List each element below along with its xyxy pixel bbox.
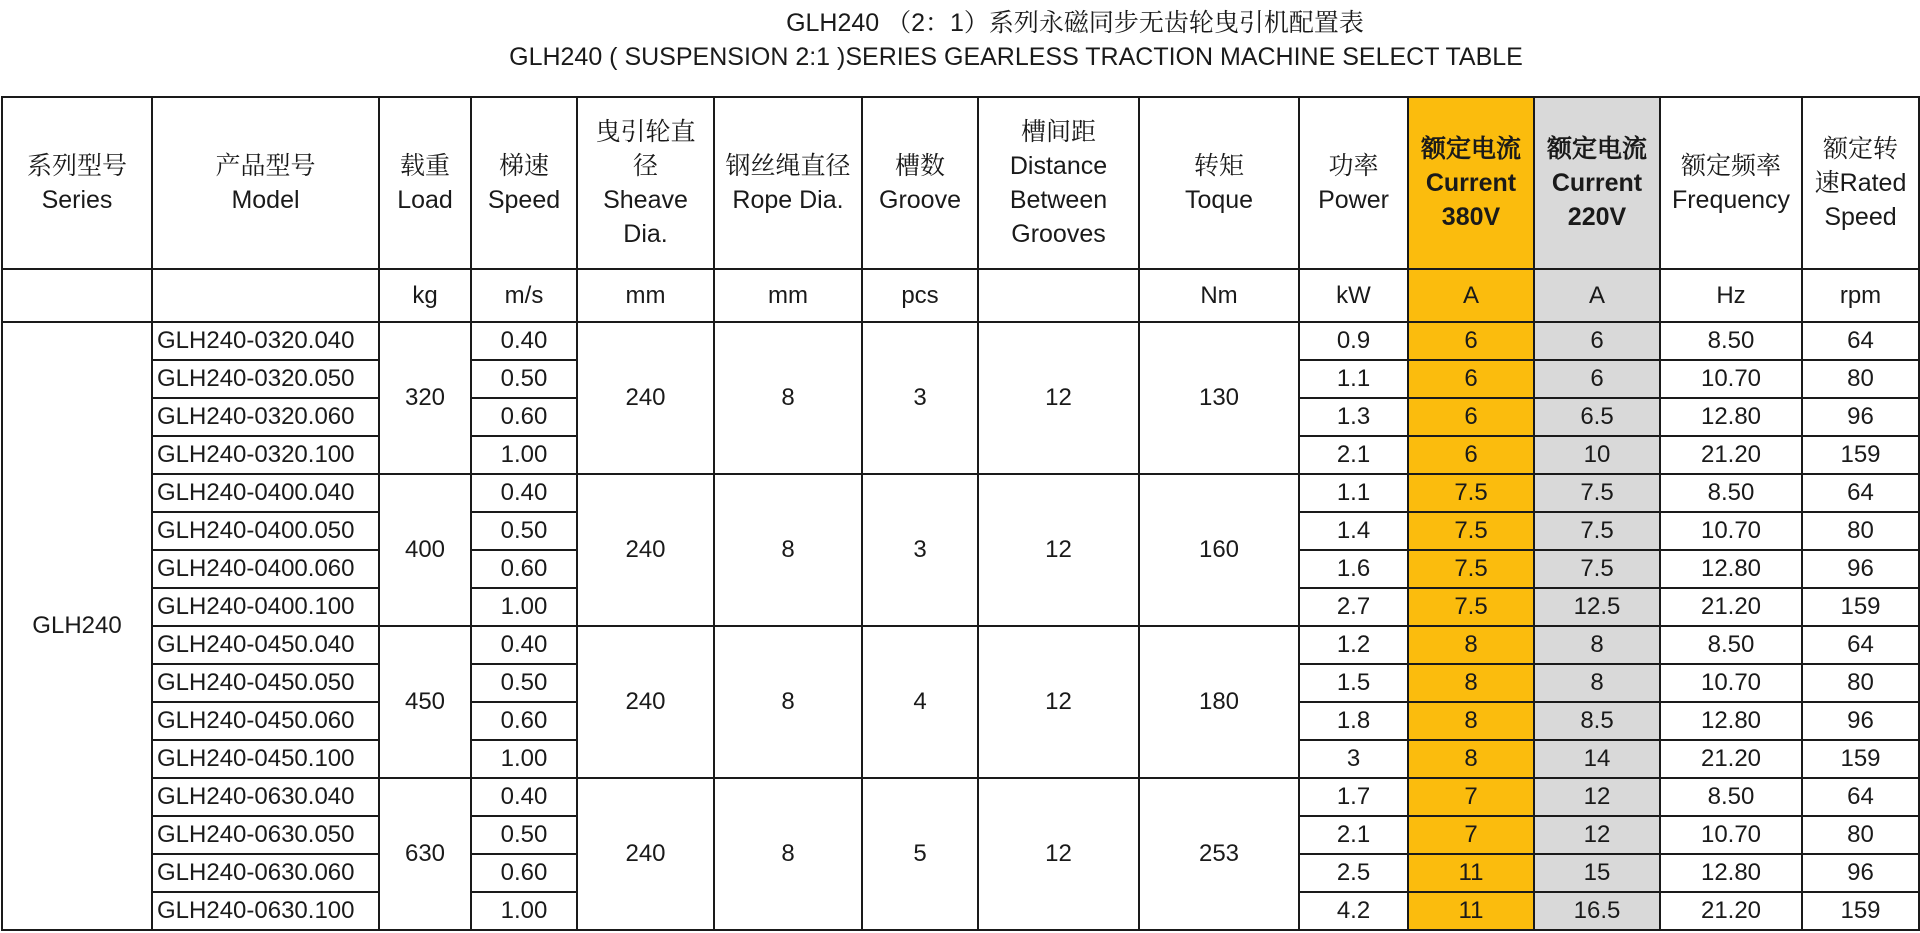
model-cell: GLH240-0450.050 (152, 664, 379, 702)
rated-speed-cell: 80 (1802, 816, 1919, 854)
current-380v-cell: 6 (1408, 436, 1534, 474)
rated-speed-cell: 159 (1802, 436, 1919, 474)
rope-dia-cell: 8 (714, 626, 862, 778)
power-cell: 2.7 (1299, 588, 1408, 626)
model-cell: GLH240-0320.100 (152, 436, 379, 474)
rated-speed-cell: 96 (1802, 854, 1919, 892)
model-cell: GLH240-0630.060 (152, 854, 379, 892)
header-line: 钢丝绳直径 (725, 152, 851, 180)
header-groove (862, 97, 978, 269)
table-row (2, 474, 1919, 512)
frequency-cell: 12.80 (1660, 854, 1802, 892)
rated-speed-cell: 96 (1802, 702, 1919, 740)
current-380v-cell: 11 (1408, 892, 1534, 930)
frequency-cell: 8.50 (1660, 474, 1802, 512)
model-cell: GLH240-0400.060 (152, 550, 379, 588)
speed-cell: 0.50 (471, 664, 577, 702)
rated-speed-cell: 159 (1802, 588, 1919, 626)
header-line: Between (1009, 186, 1108, 214)
current-380v-cell: 7.5 (1408, 550, 1534, 588)
groove-cell: 4 (862, 626, 978, 778)
groove-cell: 3 (862, 474, 978, 626)
current-220v-cell: 12.5 (1534, 588, 1660, 626)
rope-dia-cell: 8 (714, 474, 862, 626)
header-line: 速Rated (1814, 169, 1907, 197)
current-220v-cell: 7.5 (1534, 512, 1660, 550)
rated-speed-cell: 80 (1802, 512, 1919, 550)
header-torque (1139, 97, 1299, 269)
current-220v-cell: 7.5 (1534, 550, 1660, 588)
table-row (2, 778, 1919, 816)
speed-cell: 0.60 (471, 550, 577, 588)
unit-rope-dia: mm (714, 269, 862, 322)
power-cell: 1.1 (1299, 474, 1408, 512)
sheave-dia-cell: 240 (577, 322, 714, 474)
header-groove-distance (978, 97, 1139, 269)
rope-dia-cell: 8 (714, 778, 862, 930)
header-model (152, 97, 379, 269)
current-220v-cell: 7.5 (1534, 474, 1660, 512)
current-380v-cell: 7.5 (1408, 588, 1534, 626)
power-cell: 1.8 (1299, 702, 1408, 740)
current-220v-cell: 12 (1534, 816, 1660, 854)
groove-cell: 3 (862, 322, 978, 474)
title-chinese: GLH240 （2：1）系列永磁同步无齿轮曳引机配置表 (786, 9, 1364, 37)
header-line: 梯速 (498, 152, 549, 180)
header-speed (471, 97, 577, 269)
current-380v-cell: 11 (1408, 854, 1534, 892)
header-series (2, 97, 152, 269)
speed-cell: 0.40 (471, 778, 577, 816)
frequency-cell: 21.20 (1660, 436, 1802, 474)
frequency-cell: 21.20 (1660, 740, 1802, 778)
title-english: GLH240 ( SUSPENSION 2:1 )SERIES GEARLESS TRACTION MACHINE SELECT TABLE (509, 43, 1523, 71)
frequency-cell: 21.20 (1660, 588, 1802, 626)
header-line: Distance (1009, 152, 1108, 180)
unit-current-220v: A (1534, 269, 1660, 322)
header-line: Speed (487, 186, 561, 214)
header-line: 槽数 (894, 152, 945, 180)
speed-cell: 0.60 (471, 854, 577, 892)
current-380v-cell: 8 (1408, 702, 1534, 740)
model-cell: GLH240-0630.050 (152, 816, 379, 854)
load-cell: 450 (379, 626, 471, 778)
load-cell: 320 (379, 322, 471, 474)
power-cell: 1.4 (1299, 512, 1408, 550)
current-220v-cell: 6.5 (1534, 398, 1660, 436)
header-load (379, 97, 471, 269)
header-sheave-dia (577, 97, 714, 269)
unit-model (152, 269, 379, 322)
header-line: 额定频率 (1680, 152, 1781, 180)
unit-torque: Nm (1139, 269, 1299, 322)
current-220v-cell: 8 (1534, 626, 1660, 664)
current-380v-cell: 7.5 (1408, 512, 1534, 550)
frequency-cell: 10.70 (1660, 512, 1802, 550)
power-cell: 4.2 (1299, 892, 1408, 930)
header-current-380v (1408, 97, 1534, 269)
header-line: 产品型号 (215, 152, 316, 180)
unit-rated-speed: rpm (1802, 269, 1919, 322)
current-380v-cell: 6 (1408, 360, 1534, 398)
header-power (1299, 97, 1408, 269)
current-380v-cell: 6 (1408, 322, 1534, 360)
model-cell: GLH240-0320.040 (152, 322, 379, 360)
torque-cell: 160 (1139, 474, 1299, 626)
load-cell: 630 (379, 778, 471, 930)
speed-cell: 0.50 (471, 360, 577, 398)
frequency-cell: 10.70 (1660, 664, 1802, 702)
header-line: 额定电流 (1420, 135, 1521, 163)
header-line: Model (231, 186, 300, 214)
frequency-cell: 12.80 (1660, 550, 1802, 588)
torque-cell: 253 (1139, 778, 1299, 930)
current-380v-cell: 7 (1408, 816, 1534, 854)
current-380v-cell: 8 (1408, 664, 1534, 702)
header-line: Grooves (1011, 220, 1106, 248)
header-line: 载重 (399, 152, 450, 180)
header-line: 径 (632, 152, 658, 180)
sheave-dia-cell: 240 (577, 778, 714, 930)
header-frequency (1660, 97, 1802, 269)
speed-cell: 1.00 (471, 436, 577, 474)
header-line: 380V (1441, 203, 1501, 231)
current-220v-cell: 8 (1534, 664, 1660, 702)
header-line: Toque (1184, 186, 1254, 214)
torque-cell: 180 (1139, 626, 1299, 778)
power-cell: 1.3 (1299, 398, 1408, 436)
header-line: 转矩 (1193, 152, 1244, 180)
header-rope-dia (714, 97, 862, 269)
current-380v-cell: 7 (1408, 778, 1534, 816)
header-line: 220V (1567, 203, 1627, 231)
header-line: Rope Dia. (732, 186, 844, 214)
current-220v-cell: 10 (1534, 436, 1660, 474)
model-cell: GLH240-0320.060 (152, 398, 379, 436)
speed-cell: 0.40 (471, 626, 577, 664)
header-rated-speed (1802, 97, 1919, 269)
speed-cell: 1.00 (471, 588, 577, 626)
groove-distance-cell: 12 (978, 626, 1139, 778)
model-cell: GLH240-0630.100 (152, 892, 379, 930)
power-cell: 0.9 (1299, 322, 1408, 360)
frequency-cell: 8.50 (1660, 778, 1802, 816)
unit-speed: m/s (471, 269, 577, 322)
current-220v-cell: 8.5 (1534, 702, 1660, 740)
rated-speed-cell: 96 (1802, 398, 1919, 436)
table-body (2, 97, 1919, 930)
speed-cell: 0.50 (471, 816, 577, 854)
power-cell: 1.6 (1299, 550, 1408, 588)
model-cell: GLH240-0320.050 (152, 360, 379, 398)
current-220v-cell: 6 (1534, 322, 1660, 360)
header-line: Sheave (603, 186, 688, 214)
power-cell: 2.1 (1299, 816, 1408, 854)
current-380v-cell: 7.5 (1408, 474, 1534, 512)
speed-cell: 0.40 (471, 322, 577, 360)
model-cell: GLH240-0450.100 (152, 740, 379, 778)
groove-distance-cell: 12 (978, 322, 1139, 474)
frequency-cell: 10.70 (1660, 816, 1802, 854)
header-line: 系列型号 (26, 152, 127, 180)
rated-speed-cell: 80 (1802, 360, 1919, 398)
model-cell: GLH240-0400.100 (152, 588, 379, 626)
model-cell: GLH240-0400.040 (152, 474, 379, 512)
groove-distance-cell: 12 (978, 778, 1139, 930)
model-cell: GLH240-0450.060 (152, 702, 379, 740)
rated-speed-cell: 159 (1802, 892, 1919, 930)
current-220v-cell: 12 (1534, 778, 1660, 816)
header-line: Groove (879, 186, 961, 214)
power-cell: 3 (1299, 740, 1408, 778)
current-380v-cell: 8 (1408, 740, 1534, 778)
header-line: Load (397, 186, 453, 214)
current-220v-cell: 6 (1534, 360, 1660, 398)
units-row (2, 269, 1919, 322)
frequency-cell: 21.20 (1660, 892, 1802, 930)
power-cell: 1.7 (1299, 778, 1408, 816)
header-line: Current (1551, 169, 1643, 197)
header-row (2, 97, 1919, 269)
groove-cell: 5 (862, 778, 978, 930)
sheave-dia-cell: 240 (577, 626, 714, 778)
unit-frequency: Hz (1660, 269, 1802, 322)
speed-cell: 1.00 (471, 892, 577, 930)
current-220v-cell: 16.5 (1534, 892, 1660, 930)
current-380v-cell: 6 (1408, 398, 1534, 436)
header-line: 额定电流 (1546, 135, 1647, 163)
load-cell: 400 (379, 474, 471, 626)
header-line: Power (1318, 186, 1389, 214)
rated-speed-cell: 64 (1802, 778, 1919, 816)
model-cell: GLH240-0450.040 (152, 626, 379, 664)
groove-distance-cell: 12 (978, 474, 1139, 626)
current-380v-cell: 8 (1408, 626, 1534, 664)
speed-cell: 0.60 (471, 702, 577, 740)
rated-speed-cell: 80 (1802, 664, 1919, 702)
rated-speed-cell: 159 (1802, 740, 1919, 778)
series-cell: GLH240 (2, 322, 152, 930)
sheave-dia-cell: 240 (577, 474, 714, 626)
speed-cell: 1.00 (471, 740, 577, 778)
frequency-cell: 8.50 (1660, 322, 1802, 360)
rated-speed-cell: 64 (1802, 322, 1919, 360)
header-line: 功率 (1328, 152, 1379, 180)
frequency-cell: 8.50 (1660, 626, 1802, 664)
power-cell: 1.5 (1299, 664, 1408, 702)
header-line: Frequency (1671, 186, 1791, 214)
rated-speed-cell: 96 (1802, 550, 1919, 588)
header-line: 槽间距 (1020, 118, 1096, 146)
current-220v-cell: 14 (1534, 740, 1660, 778)
header-current-220v (1534, 97, 1660, 269)
rated-speed-cell: 64 (1802, 474, 1919, 512)
unit-series (2, 269, 152, 322)
torque-cell: 130 (1139, 322, 1299, 474)
frequency-cell: 10.70 (1660, 360, 1802, 398)
model-cell: GLH240-0630.040 (152, 778, 379, 816)
rope-dia-cell: 8 (714, 322, 862, 474)
header-line: 额定转 (1822, 135, 1898, 163)
selection-table (1, 96, 1920, 931)
speed-cell: 0.60 (471, 398, 577, 436)
current-220v-cell: 15 (1534, 854, 1660, 892)
unit-groove: pcs (862, 269, 978, 322)
unit-current-380v: A (1408, 269, 1534, 322)
unit-power: kW (1299, 269, 1408, 322)
header-line: Speed (1824, 203, 1897, 231)
header-line: Current (1425, 169, 1517, 197)
power-cell: 1.2 (1299, 626, 1408, 664)
table-row (2, 626, 1919, 664)
power-cell: 2.5 (1299, 854, 1408, 892)
power-cell: 2.1 (1299, 436, 1408, 474)
table-row (2, 322, 1919, 360)
frequency-cell: 12.80 (1660, 702, 1802, 740)
speed-cell: 0.50 (471, 512, 577, 550)
unit-load: kg (379, 269, 471, 322)
power-cell: 1.1 (1299, 360, 1408, 398)
header-line: Series (41, 186, 113, 214)
header-line: 曳引轮直 (595, 118, 696, 146)
unit-groove-distance (978, 269, 1139, 322)
model-cell: GLH240-0400.050 (152, 512, 379, 550)
frequency-cell: 12.80 (1660, 398, 1802, 436)
rated-speed-cell: 64 (1802, 626, 1919, 664)
header-line: Dia. (623, 220, 668, 248)
unit-sheave-dia: mm (577, 269, 714, 322)
speed-cell: 0.40 (471, 474, 577, 512)
